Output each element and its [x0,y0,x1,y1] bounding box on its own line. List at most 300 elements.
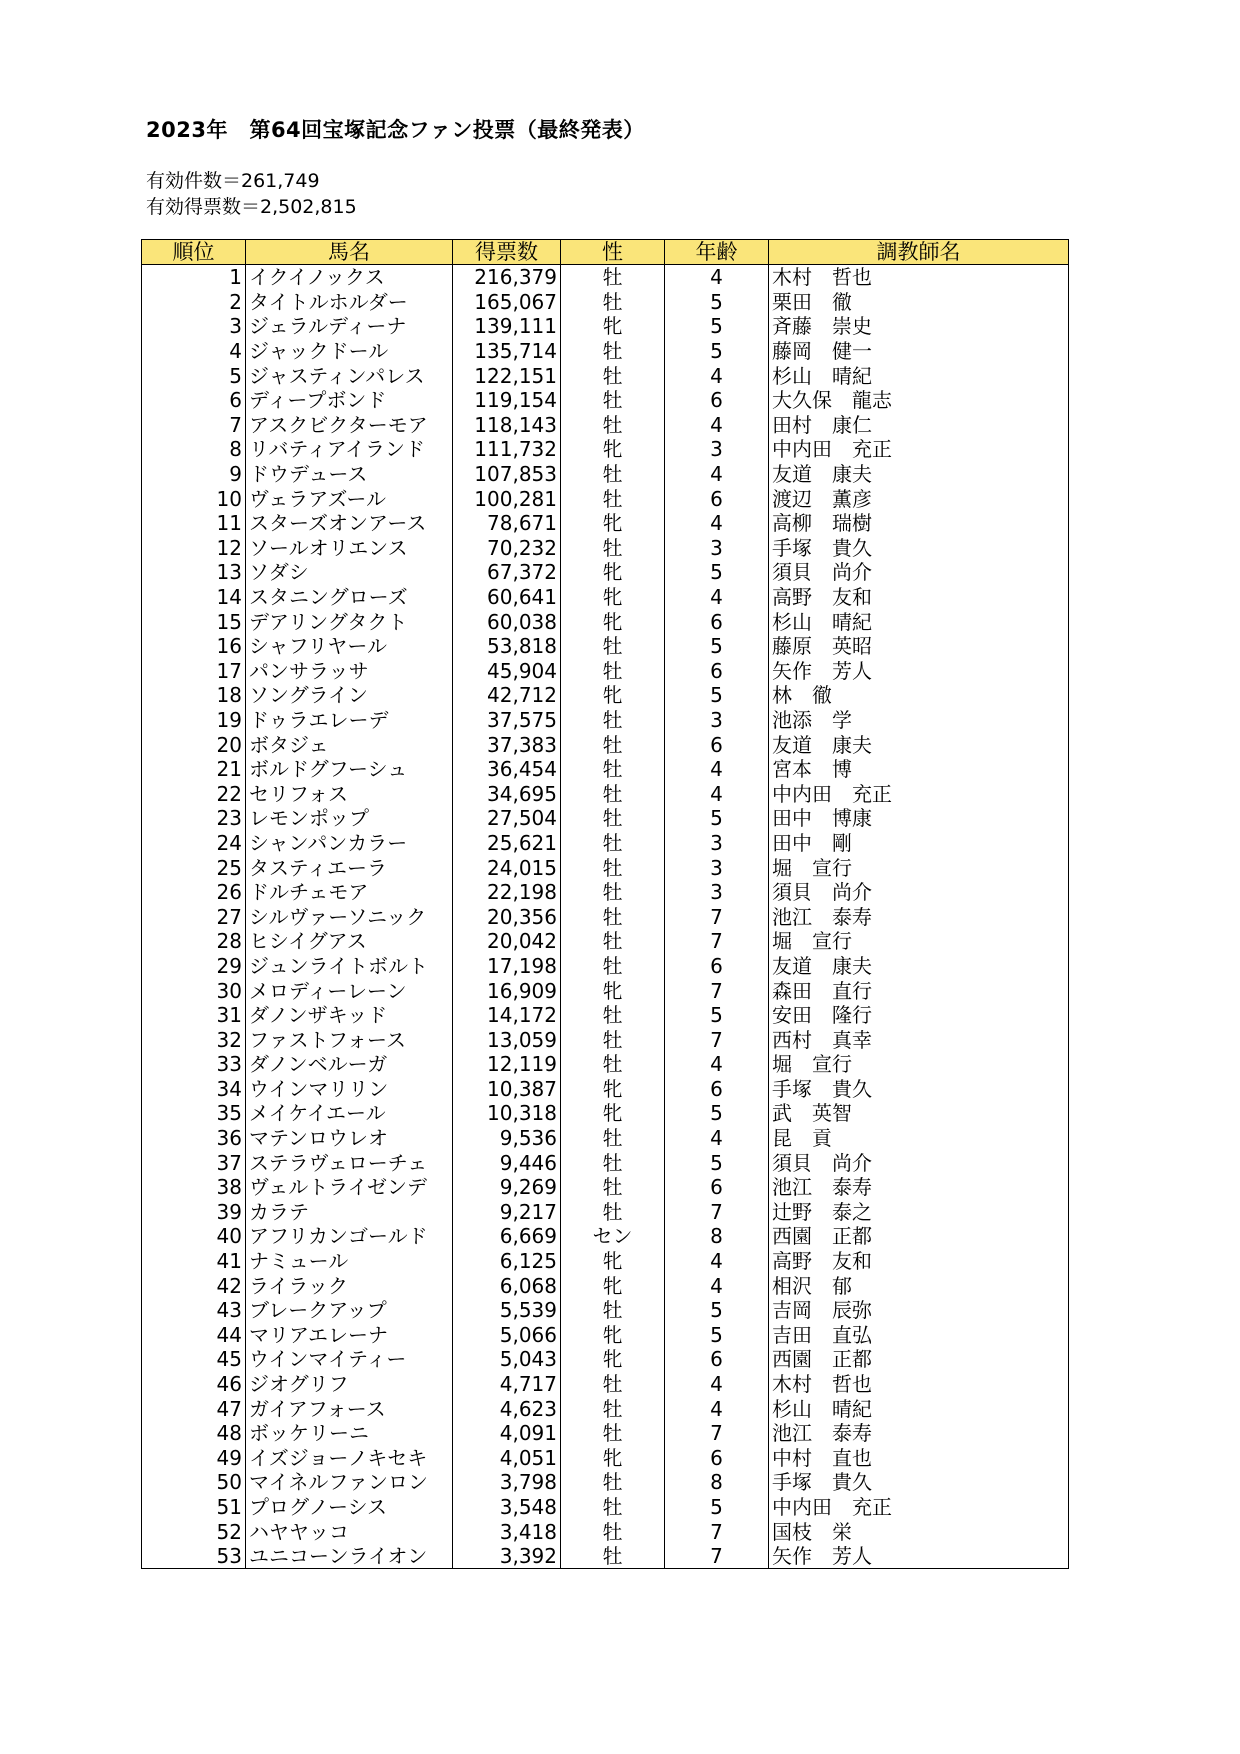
rank-cell: 11 [142,511,246,536]
rank-cell: 35 [142,1101,246,1126]
rank-cell: 24 [142,831,246,856]
fan-vote-table [141,239,1069,1569]
trainer-cell: 西村 真幸 [769,1027,1069,1052]
votes-cell: 37,575 [453,708,561,733]
rank-cell: 34 [142,1077,246,1102]
sex-cell: 牡 [561,1544,665,1569]
trainer-cell: 藤原 英昭 [769,634,1069,659]
trainer-cell: 武 英智 [769,1101,1069,1126]
votes-cell: 3,798 [453,1470,561,1495]
horse-name-cell: タイトルホルダー [246,290,453,315]
valid-votes-count: 有効得票数＝2,502,815 [146,196,357,218]
trainer-cell: 田中 博康 [769,806,1069,831]
rank-cell: 13 [142,560,246,585]
age-cell: 5 [665,683,769,708]
sex-cell: 牡 [561,1027,665,1052]
table-row [142,363,1069,388]
trainer-cell: 林 徹 [769,683,1069,708]
age-cell: 3 [665,708,769,733]
sex-cell: 牡 [561,831,665,856]
rank-cell: 40 [142,1224,246,1249]
table-body [142,265,1069,1569]
age-cell: 5 [665,1323,769,1348]
table-row [142,462,1069,487]
trainer-cell: 大久保 龍志 [769,388,1069,413]
age-cell: 5 [665,290,769,315]
votes-cell: 5,539 [453,1298,561,1323]
trainer-cell: 高野 友和 [769,585,1069,610]
votes-cell: 4,623 [453,1396,561,1421]
table-row [142,265,1069,290]
rank-cell: 46 [142,1372,246,1397]
sex-cell: 牡 [561,659,665,684]
horse-name-cell: ウインマリリン [246,1077,453,1102]
table-row [142,1470,1069,1495]
table-row [142,1224,1069,1249]
age-cell: 4 [665,1249,769,1274]
table-row [142,1446,1069,1471]
age-cell: 4 [665,265,769,290]
rank-cell: 51 [142,1495,246,1520]
age-cell: 4 [665,511,769,536]
horse-name-cell: ハヤヤッコ [246,1519,453,1544]
trainer-cell: 昆 貢 [769,1126,1069,1151]
table-row [142,1544,1069,1569]
votes-cell: 78,671 [453,511,561,536]
rank-cell: 22 [142,781,246,806]
horse-name-cell: ソダシ [246,560,453,585]
table-row [142,1249,1069,1274]
rank-cell: 15 [142,609,246,634]
sex-cell: 牡 [561,339,665,364]
horse-name-cell: スターズオンアース [246,511,453,536]
age-cell: 5 [665,1101,769,1126]
rank-cell: 49 [142,1446,246,1471]
trainer-cell: 高野 友和 [769,1249,1069,1274]
horse-name-cell: ステラヴェローチェ [246,1150,453,1175]
sex-cell: 牝 [561,683,665,708]
horse-name-cell: シャフリヤール [246,634,453,659]
horse-name-cell: セリフォス [246,781,453,806]
age-cell: 5 [665,806,769,831]
trainer-cell: 高柳 瑞樹 [769,511,1069,536]
table-row [142,1323,1069,1348]
table-row [142,732,1069,757]
age-cell: 6 [665,609,769,634]
horse-name-cell: アフリカンゴールド [246,1224,453,1249]
sex-cell: セン [561,1224,665,1249]
votes-cell: 165,067 [453,290,561,315]
age-cell: 4 [665,781,769,806]
age-cell: 4 [665,1372,769,1397]
votes-cell: 70,232 [453,536,561,561]
trainer-cell: 堀 宣行 [769,929,1069,954]
table-row [142,1077,1069,1102]
table-row [142,413,1069,438]
sex-cell: 牝 [561,1101,665,1126]
sex-cell: 牝 [561,1446,665,1471]
table-row [142,1052,1069,1077]
age-cell: 5 [665,1150,769,1175]
age-cell: 5 [665,314,769,339]
votes-cell: 3,418 [453,1519,561,1544]
votes-cell: 37,383 [453,732,561,757]
table-row [142,708,1069,733]
horse-name-cell: ソングライン [246,683,453,708]
horse-name-cell: ソールオリエンス [246,536,453,561]
sex-cell: 牡 [561,1052,665,1077]
votes-cell: 42,712 [453,683,561,708]
horse-name-cell: メロディーレーン [246,978,453,1003]
table-row [142,954,1069,979]
rank-cell: 48 [142,1421,246,1446]
votes-cell: 5,043 [453,1347,561,1372]
trainer-cell: 渡辺 薫彦 [769,486,1069,511]
votes-cell: 60,641 [453,585,561,610]
trainer-cell: 杉山 晴紀 [769,609,1069,634]
horse-name-cell: マリアエレーナ [246,1323,453,1348]
table-row [142,659,1069,684]
sex-cell: 牡 [561,265,665,290]
table-row [142,1027,1069,1052]
sex-cell: 牡 [561,462,665,487]
votes-cell: 119,154 [453,388,561,413]
sex-cell: 牡 [561,732,665,757]
horse-name-cell: ドルチェモア [246,880,453,905]
table-row [142,585,1069,610]
rank-cell: 8 [142,437,246,462]
trainer-cell: 杉山 晴紀 [769,1396,1069,1421]
table-row [142,1200,1069,1225]
age-cell: 4 [665,1396,769,1421]
votes-cell: 9,269 [453,1175,561,1200]
rank-cell: 30 [142,978,246,1003]
sex-cell: 牡 [561,388,665,413]
age-cell: 7 [665,929,769,954]
votes-cell: 6,068 [453,1273,561,1298]
sex-cell: 牝 [561,1249,665,1274]
trainer-cell: 手塚 貴久 [769,1470,1069,1495]
age-cell: 4 [665,363,769,388]
table-row [142,1421,1069,1446]
table-row [142,683,1069,708]
votes-cell: 3,392 [453,1544,561,1569]
age-cell: 7 [665,1200,769,1225]
votes-cell: 20,042 [453,929,561,954]
table-row [142,511,1069,536]
sex-cell: 牡 [561,855,665,880]
rank-cell: 10 [142,486,246,511]
trainer-cell: 田村 康仁 [769,413,1069,438]
sex-cell: 牝 [561,314,665,339]
trainer-cell: 矢作 芳人 [769,1544,1069,1569]
age-cell: 4 [665,1052,769,1077]
age-cell: 7 [665,1421,769,1446]
table-row [142,290,1069,315]
sex-cell: 牡 [561,1298,665,1323]
age-cell: 5 [665,634,769,659]
age-cell: 6 [665,1077,769,1102]
horse-name-cell: ウインマイティー [246,1347,453,1372]
column-header-trainer: 調教師名 [769,240,1069,265]
sex-cell: 牡 [561,634,665,659]
votes-cell: 10,387 [453,1077,561,1102]
age-cell: 5 [665,1003,769,1028]
sex-cell: 牡 [561,708,665,733]
age-cell: 6 [665,1446,769,1471]
votes-cell: 9,217 [453,1200,561,1225]
trainer-cell: 安田 隆行 [769,1003,1069,1028]
votes-cell: 4,717 [453,1372,561,1397]
sex-cell: 牡 [561,880,665,905]
age-cell: 8 [665,1224,769,1249]
rank-cell: 2 [142,290,246,315]
rank-cell: 17 [142,659,246,684]
sex-cell: 牝 [561,560,665,585]
age-cell: 7 [665,1544,769,1569]
trainer-cell: 池江 泰寿 [769,1421,1069,1446]
trainer-cell: 中村 直也 [769,1446,1069,1471]
page-title: 2023年 第64回宝塚記念ファン投票（最終発表） [146,118,645,142]
age-cell: 5 [665,339,769,364]
age-cell: 5 [665,560,769,585]
table-row [142,634,1069,659]
trainer-cell: 須貝 尚介 [769,560,1069,585]
table-row [142,806,1069,831]
rank-cell: 16 [142,634,246,659]
horse-name-cell: パンサラッサ [246,659,453,684]
rank-cell: 37 [142,1150,246,1175]
sex-cell: 牡 [561,290,665,315]
rank-cell: 6 [142,388,246,413]
horse-name-cell: デアリングタクト [246,609,453,634]
sex-cell: 牝 [561,437,665,462]
table-row [142,560,1069,585]
votes-cell: 4,051 [453,1446,561,1471]
rank-cell: 26 [142,880,246,905]
rank-cell: 12 [142,536,246,561]
sex-cell: 牝 [561,511,665,536]
age-cell: 6 [665,659,769,684]
horse-name-cell: ガイアフォース [246,1396,453,1421]
rank-cell: 36 [142,1126,246,1151]
trainer-cell: 木村 哲也 [769,265,1069,290]
table-row [142,1519,1069,1544]
horse-name-cell: ボッケリーニ [246,1421,453,1446]
sex-cell: 牝 [561,978,665,1003]
age-cell: 3 [665,831,769,856]
trainer-cell: 杉山 晴紀 [769,363,1069,388]
sex-cell: 牡 [561,929,665,954]
age-cell: 5 [665,1298,769,1323]
table-header-row [142,240,1069,265]
horse-name-cell: イズジョーノキセキ [246,1446,453,1471]
votes-cell: 9,536 [453,1126,561,1151]
age-cell: 7 [665,1519,769,1544]
horse-name-cell: ブレークアップ [246,1298,453,1323]
votes-cell: 25,621 [453,831,561,856]
valid-entries-count: 有効件数＝261,749 [146,170,320,192]
horse-name-cell: マイネルファンロン [246,1470,453,1495]
age-cell: 3 [665,536,769,561]
trainer-cell: 斉藤 崇史 [769,314,1069,339]
horse-name-cell: ヒシイグアス [246,929,453,954]
table-row [142,1396,1069,1421]
sex-cell: 牡 [561,486,665,511]
sex-cell: 牝 [561,609,665,634]
trainer-cell: 藤岡 健一 [769,339,1069,364]
horse-name-cell: ジャスティンパレス [246,363,453,388]
rank-cell: 5 [142,363,246,388]
trainer-cell: 中内田 充正 [769,437,1069,462]
sex-cell: 牡 [561,1150,665,1175]
table-row [142,757,1069,782]
rank-cell: 20 [142,732,246,757]
rank-cell: 27 [142,904,246,929]
rank-cell: 53 [142,1544,246,1569]
trainer-cell: 木村 哲也 [769,1372,1069,1397]
horse-name-cell: ライラック [246,1273,453,1298]
table-row [142,1273,1069,1298]
table-row [142,1126,1069,1151]
votes-cell: 118,143 [453,413,561,438]
table-row [142,314,1069,339]
trainer-cell: 池江 泰寿 [769,1175,1069,1200]
horse-name-cell: ドゥラエレーデ [246,708,453,733]
rank-cell: 44 [142,1323,246,1348]
rank-cell: 43 [142,1298,246,1323]
trainer-cell: 友道 康夫 [769,462,1069,487]
sex-cell: 牡 [561,1126,665,1151]
votes-cell: 100,281 [453,486,561,511]
votes-cell: 22,198 [453,880,561,905]
sex-cell: 牡 [561,1519,665,1544]
sex-cell: 牡 [561,1003,665,1028]
horse-name-cell: シャンパンカラー [246,831,453,856]
votes-cell: 135,714 [453,339,561,364]
trainer-cell: 国枝 栄 [769,1519,1069,1544]
table-row [142,929,1069,954]
trainer-cell: 中内田 充正 [769,781,1069,806]
table-row [142,486,1069,511]
trainer-cell: 宮本 博 [769,757,1069,782]
trainer-cell: 池江 泰寿 [769,904,1069,929]
rank-cell: 21 [142,757,246,782]
sex-cell: 牡 [561,1396,665,1421]
votes-cell: 60,038 [453,609,561,634]
trainer-cell: 須貝 尚介 [769,880,1069,905]
sex-cell: 牡 [561,1421,665,1446]
rank-cell: 1 [142,265,246,290]
sex-cell: 牡 [561,363,665,388]
trainer-cell: 手塚 貴久 [769,536,1069,561]
votes-cell: 20,356 [453,904,561,929]
horse-name-cell: マテンロウレオ [246,1126,453,1151]
trainer-cell: 矢作 芳人 [769,659,1069,684]
votes-cell: 24,015 [453,855,561,880]
horse-name-cell: シルヴァーソニック [246,904,453,929]
column-header-votes: 得票数 [453,240,561,265]
votes-cell: 67,372 [453,560,561,585]
rank-cell: 28 [142,929,246,954]
rank-cell: 39 [142,1200,246,1225]
rank-cell: 47 [142,1396,246,1421]
horse-name-cell: メイケイエール [246,1101,453,1126]
age-cell: 4 [665,585,769,610]
sex-cell: 牡 [561,781,665,806]
age-cell: 4 [665,1126,769,1151]
rank-cell: 32 [142,1027,246,1052]
rank-cell: 19 [142,708,246,733]
sex-cell: 牡 [561,413,665,438]
trainer-cell: 栗田 徹 [769,290,1069,315]
table-row [142,978,1069,1003]
horse-name-cell: ボルドグフーシュ [246,757,453,782]
rank-cell: 4 [142,339,246,364]
trainer-cell: 辻野 泰之 [769,1200,1069,1225]
table-row [142,880,1069,905]
age-cell: 6 [665,486,769,511]
votes-cell: 12,119 [453,1052,561,1077]
age-cell: 4 [665,757,769,782]
sex-cell: 牡 [561,1470,665,1495]
rank-cell: 33 [142,1052,246,1077]
horse-name-cell: ファストフォース [246,1027,453,1052]
trainer-cell: 須貝 尚介 [769,1150,1069,1175]
votes-cell: 5,066 [453,1323,561,1348]
horse-name-cell: ユニコーンライオン [246,1544,453,1569]
rank-cell: 25 [142,855,246,880]
trainer-cell: 手塚 貴久 [769,1077,1069,1102]
rank-cell: 3 [142,314,246,339]
votes-cell: 10,318 [453,1101,561,1126]
table-row [142,831,1069,856]
horse-name-cell: ナミュール [246,1249,453,1274]
rank-cell: 42 [142,1273,246,1298]
horse-name-cell: ダノンザキッド [246,1003,453,1028]
table-row [142,388,1069,413]
column-header-sex: 性 [561,240,665,265]
trainer-cell: 堀 宣行 [769,855,1069,880]
trainer-cell: 西園 正都 [769,1347,1069,1372]
votes-cell: 139,111 [453,314,561,339]
age-cell: 4 [665,413,769,438]
trainer-cell: 池添 学 [769,708,1069,733]
sex-cell: 牡 [561,954,665,979]
sex-cell: 牡 [561,1372,665,1397]
age-cell: 6 [665,732,769,757]
age-cell: 4 [665,1273,769,1298]
rank-cell: 31 [142,1003,246,1028]
sex-cell: 牡 [561,806,665,831]
age-cell: 6 [665,388,769,413]
trainer-cell: 中内田 充正 [769,1495,1069,1520]
age-cell: 6 [665,954,769,979]
rank-cell: 9 [142,462,246,487]
column-header-horse-name: 馬名 [246,240,453,265]
sex-cell: 牝 [561,585,665,610]
horse-name-cell: アスクビクターモア [246,413,453,438]
age-cell: 3 [665,880,769,905]
table-row [142,437,1069,462]
table-row [142,1298,1069,1323]
horse-name-cell: ジオグリフ [246,1372,453,1397]
trainer-cell: 吉岡 辰弥 [769,1298,1069,1323]
trainer-cell: 西園 正都 [769,1224,1069,1249]
votes-cell: 111,732 [453,437,561,462]
table-row [142,904,1069,929]
table-row [142,855,1069,880]
